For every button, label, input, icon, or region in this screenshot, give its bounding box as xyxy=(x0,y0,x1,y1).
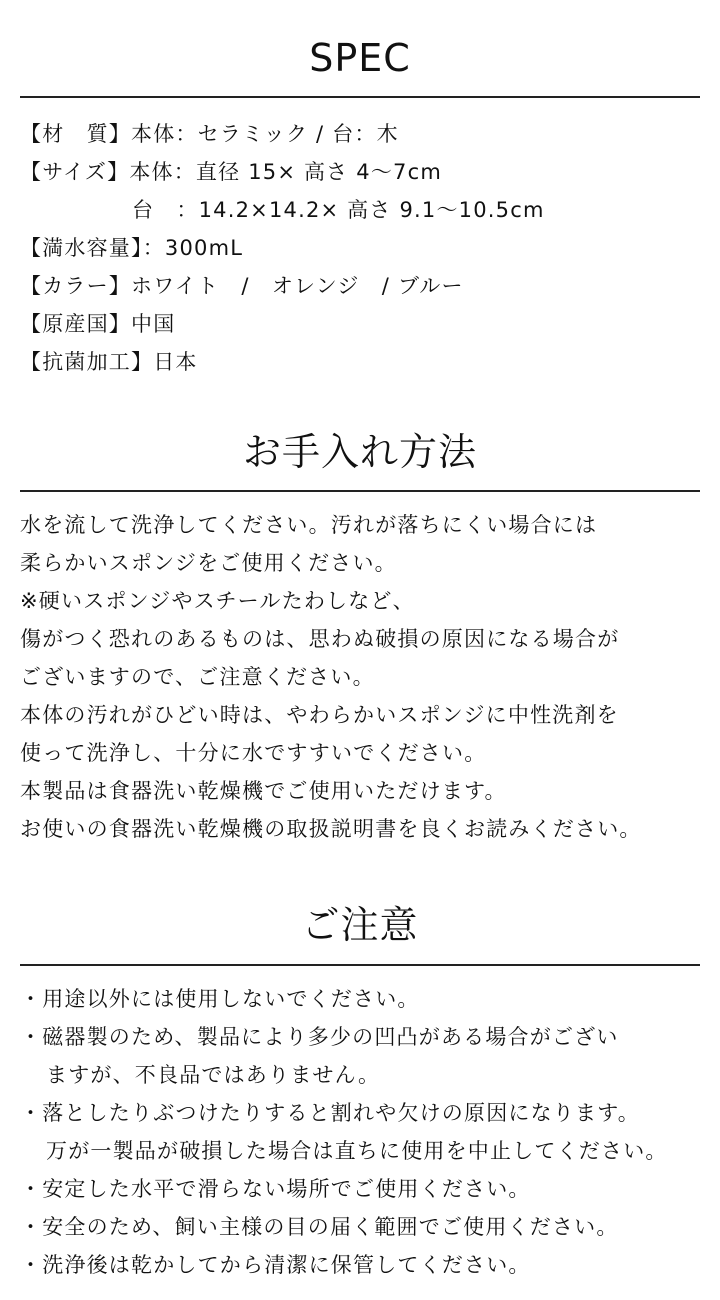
spec-row-size: 【サイズ】本体：直径 15× 高さ 4〜7cm xyxy=(20,160,442,184)
caution-line: ・落としたりぶつけたりすると割れや欠けの原因になります。 xyxy=(20,1101,640,1125)
spec-row-material: 【材 質】本体：セラミック / 台：木 xyxy=(20,122,399,146)
spec-row-color: 【カラー】ホワイト / オレンジ / ブルー xyxy=(20,274,464,298)
caution-line-continued: ますが、不良品ではありません。 xyxy=(46,1063,381,1087)
spec-divider xyxy=(20,96,700,98)
care-line: 水を流して洗浄してください。汚れが落ちにくい場合には xyxy=(20,513,598,537)
spec-row-capacity: 【満水容量】：300mL xyxy=(20,236,244,260)
care-divider xyxy=(20,490,700,492)
care-line: 傷がつく恐れのあるものは、思わぬ破損の原因になる場合が xyxy=(20,627,620,651)
spec-row-origin: 【原産国】中国 xyxy=(20,312,176,336)
spec-row-size-stand: 台 ：14.2×14.2× 高さ 9.1〜10.5cm xyxy=(132,198,545,222)
care-title: お手入れ方法 xyxy=(242,430,477,474)
care-line: 柔らかいスポンジをご使用ください。 xyxy=(20,551,397,575)
spec-row-antibacterial: 【抗菌加工】日本 xyxy=(20,350,198,374)
care-line: 使って洗浄し、十分に水ですすいでください。 xyxy=(20,741,487,765)
spec-title: SPEC xyxy=(309,36,411,80)
care-line: 本体の汚れがひどい時は、やわらかいスポンジに中性洗剤を xyxy=(20,703,619,727)
caution-line-continued: 万が一製品が破損した場合は直ちに使用を中止してください。 xyxy=(46,1139,668,1163)
caution-divider xyxy=(20,964,700,966)
care-line: お使いの食器洗い乾燥機の取扱説明書を良くお読みください。 xyxy=(20,817,642,841)
care-line: 本製品は食器洗い乾燥機でご使用いただけます。 xyxy=(20,779,507,803)
caution-line: ・磁器製のため、製品により多少の凹凸がある場合がござい xyxy=(20,1025,619,1049)
caution-line: ・安定した水平で滑らない場所でご使用ください。 xyxy=(20,1177,531,1201)
caution-line: ・安全のため、飼い主様の目の届く範囲でご使用ください。 xyxy=(20,1215,619,1239)
care-line: ※硬いスポンジやスチールたわしなど、 xyxy=(20,589,415,613)
caution-line: ・洗浄後は乾かしてから清潔に保管してください。 xyxy=(20,1253,531,1277)
caution-title: ご注意 xyxy=(301,903,419,947)
caution-line: ・用途以外には使用しないでください。 xyxy=(20,987,420,1011)
care-line: ございますので、ご注意ください。 xyxy=(20,665,375,689)
